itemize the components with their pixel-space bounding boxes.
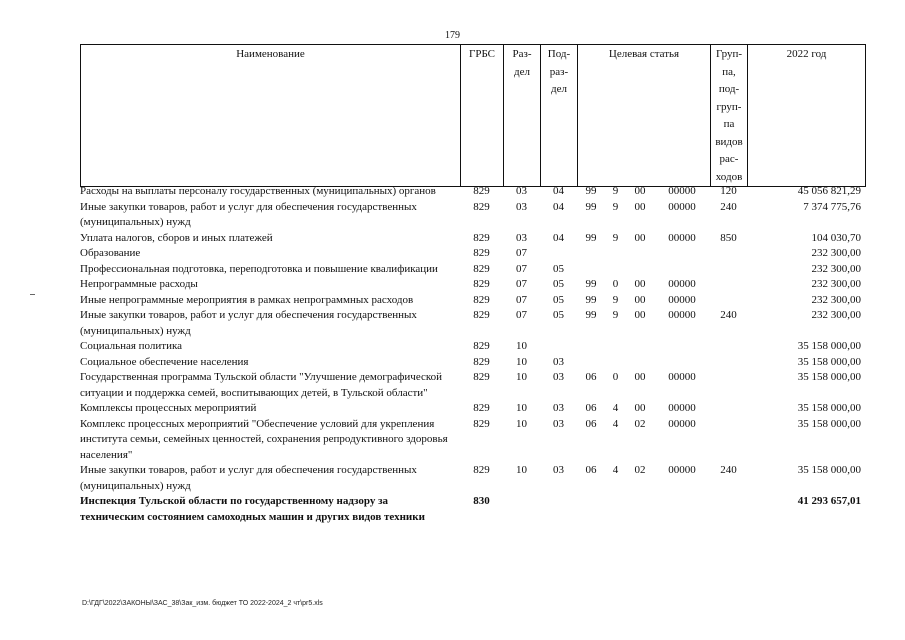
row-amount: 45 056 821,29 (797, 185, 861, 197)
row-target-activity: 00 (634, 185, 646, 197)
table-row (80, 417, 865, 464)
row-podrazdel (540, 339, 577, 355)
row-target-program: 99 (585, 185, 597, 197)
row-target-program: 06 (585, 402, 597, 414)
row-podrazdel: 03 (553, 371, 564, 383)
table-row (80, 308, 865, 339)
row-expense-type (710, 494, 747, 525)
row-target-activity: 02 (634, 417, 646, 430)
row-grbs: 829 (473, 417, 490, 430)
table-row (80, 494, 865, 525)
table-row (80, 293, 865, 309)
row-amount: 232 300,00 (811, 278, 861, 290)
row-target-activity (626, 494, 654, 525)
row-amount: 232 300,00 (811, 309, 861, 321)
row-target-direction (654, 339, 710, 355)
row-target-direction: 00000 (668, 293, 696, 306)
row-grbs: 829 (473, 309, 490, 321)
row-target-program (577, 262, 605, 278)
row-target-subprogram (605, 339, 626, 355)
row-razdel: 10 (516, 402, 527, 414)
row-grbs: 829 (473, 185, 490, 197)
row-razdel: 10 (516, 417, 527, 430)
row-target-subprogram: 0 (612, 278, 619, 290)
row-expense-type: 850 (720, 231, 737, 244)
row-name: Иные закупки товаров, работ и услуг для обеспечения государственных (муниципальных) нужд (80, 309, 417, 337)
row-target-program: 99 (585, 278, 597, 290)
table-header (80, 44, 866, 187)
row-target-program: 99 (585, 293, 597, 306)
row-amount: 35 158 000,00 (797, 402, 861, 414)
row-expense-type: 240 (720, 464, 737, 476)
row-target-subprogram: 9 (612, 200, 619, 213)
row-expense-type (710, 401, 747, 417)
row-target-direction: 00000 (668, 309, 696, 321)
row-expense-type (710, 339, 747, 355)
row-expense-type (710, 293, 747, 309)
row-target-direction: 00000 (668, 200, 696, 213)
row-name: Профессиональная подготовка, переподготовка и повышение квалификации (80, 262, 438, 275)
row-razdel: 07 (516, 262, 527, 275)
row-razdel: 10 (516, 371, 527, 383)
row-target-subprogram (605, 246, 626, 262)
margin-mark (30, 294, 35, 295)
row-target-activity: 00 (634, 293, 646, 306)
row-name: Расходы на выплаты персоналу государственных (муниципальных) органов (80, 185, 436, 197)
row-target-program (577, 355, 605, 371)
row-amount: 35 158 000,00 (797, 464, 861, 476)
row-grbs: 829 (473, 262, 490, 275)
row-target-direction (654, 262, 710, 278)
row-grbs: 829 (473, 278, 490, 290)
table-row (80, 277, 865, 293)
row-name: Социальное обеспечение населения (80, 355, 249, 368)
row-name: Образование (80, 247, 141, 259)
row-expense-type: 240 (720, 309, 737, 321)
row-grbs: 829 (473, 340, 490, 352)
row-target-direction: 00000 (668, 278, 696, 290)
table-row (80, 231, 865, 247)
table-row (80, 246, 865, 262)
row-target-activity: 00 (634, 371, 646, 383)
row-podrazdel: 04 (553, 231, 564, 244)
row-expense-type (710, 246, 747, 262)
row-grbs: 829 (473, 200, 490, 213)
row-amount: 104 030,70 (811, 231, 861, 244)
header-expense-group: Груп- па, под- груп- па видов рас- ходов (711, 45, 748, 187)
row-grbs: 829 (473, 231, 490, 244)
row-target-subprogram: 4 (612, 464, 619, 476)
row-target-subprogram: 9 (612, 231, 619, 244)
row-name: Непрограммные расходы (80, 278, 198, 290)
header-grbs: ГРБС (461, 45, 504, 187)
row-razdel: 07 (516, 309, 527, 321)
row-target-activity (626, 262, 654, 278)
row-grbs: 829 (473, 247, 490, 259)
row-target-subprogram (605, 355, 626, 371)
table-row (80, 370, 865, 401)
row-expense-type (710, 277, 747, 293)
header-razdel: Раз- дел (504, 45, 541, 187)
row-razdel: 07 (516, 278, 527, 290)
row-amount: 232 300,00 (811, 262, 861, 275)
row-grbs: 829 (473, 355, 490, 368)
header-name: Наименование (81, 45, 461, 187)
row-target-direction: 00000 (668, 464, 696, 476)
row-expense-type: 120 (720, 185, 737, 197)
row-target-program (577, 339, 605, 355)
table-row (80, 184, 865, 200)
row-name: Государственная программа Тульской области "Улучшение демографической ситуации и поддержка семей, воспитывающих детей, в Тульской области" (80, 371, 443, 399)
row-amount: 7 374 775,76 (803, 200, 861, 213)
row-razdel: 03 (516, 231, 527, 244)
row-name: Иные непрограммные мероприятия в рамках непрограммных расходов (80, 293, 414, 306)
row-target-program: 99 (585, 231, 597, 244)
row-target-activity (626, 355, 654, 371)
row-razdel: 03 (516, 185, 527, 197)
row-target-activity: 02 (634, 464, 646, 476)
row-podrazdel: 03 (553, 355, 564, 368)
row-target-direction: 00000 (668, 231, 696, 244)
row-amount: 35 158 000,00 (797, 355, 861, 368)
row-target-program: 99 (585, 309, 597, 321)
row-razdel: 10 (516, 464, 527, 476)
row-amount: 35 158 000,00 (797, 371, 861, 383)
row-expense-type (710, 417, 747, 464)
row-target-activity: 00 (634, 231, 646, 244)
row-podrazdel: 04 (553, 200, 564, 213)
row-target-subprogram: 9 (612, 293, 619, 306)
row-razdel: 07 (516, 293, 527, 306)
row-target-subprogram: 0 (612, 371, 619, 383)
row-target-direction: 00000 (668, 417, 696, 430)
row-grbs: 830 (473, 495, 490, 507)
row-name: Иные закупки товаров, работ и услуг для обеспечения государственных (муниципальных) нужд (80, 200, 417, 228)
row-grbs: 829 (473, 371, 490, 383)
row-target-program: 06 (585, 464, 597, 476)
page-number: 179 (445, 30, 460, 41)
row-grbs: 829 (473, 293, 490, 306)
row-target-program: 06 (585, 371, 597, 383)
row-amount: 232 300,00 (811, 247, 861, 259)
row-podrazdel (540, 246, 577, 262)
row-amount: 41 293 657,01 (797, 495, 861, 507)
row-podrazdel (540, 494, 577, 525)
row-name: Инспекция Тульской области по государственному надзору за техническим состоянием самоходных машин и других видов техники (80, 495, 425, 523)
header-target-article: Целевая статья (578, 45, 711, 187)
row-podrazdel: 05 (553, 293, 564, 306)
row-podrazdel: 05 (553, 309, 564, 321)
row-target-subprogram: 9 (612, 309, 619, 321)
row-amount: 35 158 000,00 (797, 417, 861, 430)
table-row (80, 262, 865, 278)
row-target-activity (626, 339, 654, 355)
row-target-activity: 00 (634, 402, 646, 414)
row-name: Комплекс процессных мероприятий "Обеспечение условий для укрепления института семьи, семейных ценностей, сохранения репродуктивного здоровья населения" (80, 417, 448, 461)
table-row (80, 355, 865, 371)
row-target-activity: 00 (634, 200, 646, 213)
row-expense-type: 240 (720, 200, 737, 213)
row-podrazdel: 05 (553, 262, 564, 275)
row-amount: 232 300,00 (811, 293, 861, 306)
header-year: 2022 год (748, 45, 866, 187)
row-podrazdel: 05 (553, 278, 564, 290)
row-name: Иные закупки товаров, работ и услуг для обеспечения государственных (муниципальных) нужд (80, 464, 417, 492)
row-target-direction (654, 355, 710, 371)
row-target-direction: 00000 (668, 371, 696, 383)
row-grbs: 829 (473, 402, 490, 414)
row-expense-type (710, 262, 747, 278)
row-target-direction (654, 246, 710, 262)
row-target-program (577, 246, 605, 262)
table-row (80, 401, 865, 417)
row-target-direction: 00000 (668, 185, 696, 197)
row-target-subprogram: 4 (612, 402, 619, 414)
row-target-subprogram (605, 262, 626, 278)
table-row (80, 463, 865, 494)
row-name: Социальная политика (80, 340, 183, 352)
row-razdel: 07 (516, 247, 527, 259)
row-podrazdel: 03 (553, 417, 564, 430)
budget-table (80, 184, 865, 525)
row-razdel: 10 (516, 340, 527, 352)
row-name: Комплексы процессных мероприятий (80, 402, 257, 414)
row-target-subprogram (605, 494, 626, 525)
row-target-program: 06 (585, 417, 597, 430)
row-podrazdel: 04 (553, 185, 564, 197)
row-razdel: 10 (516, 355, 527, 368)
row-grbs: 829 (473, 464, 490, 476)
header-podrazdel: Под- раз- дел (541, 45, 578, 187)
row-target-activity (626, 246, 654, 262)
row-target-activity: 00 (634, 309, 646, 321)
row-amount: 35 158 000,00 (797, 340, 861, 352)
row-expense-type (710, 370, 747, 401)
row-razdel: 03 (516, 200, 527, 213)
table-row (80, 200, 865, 231)
row-target-program: 99 (585, 200, 597, 213)
row-target-subprogram: 4 (612, 417, 619, 430)
row-razdel (503, 494, 540, 525)
row-target-activity: 00 (634, 278, 646, 290)
row-target-subprogram: 9 (612, 185, 619, 197)
table-row (80, 339, 865, 355)
row-podrazdel: 03 (553, 464, 564, 476)
row-target-direction (654, 494, 710, 525)
file-path-footer: D:\ГДГ\2022\ЗАКОНЫ\ЗАС_38\Зак_изм. бюджет ТО 2022-2024_2 чт\pr5.xls (82, 600, 323, 607)
row-expense-type (710, 355, 747, 371)
row-podrazdel: 03 (553, 402, 564, 414)
row-name: Уплата налогов, сборов и иных платежей (80, 231, 273, 244)
row-target-direction: 00000 (668, 402, 696, 414)
row-target-program (577, 494, 605, 525)
